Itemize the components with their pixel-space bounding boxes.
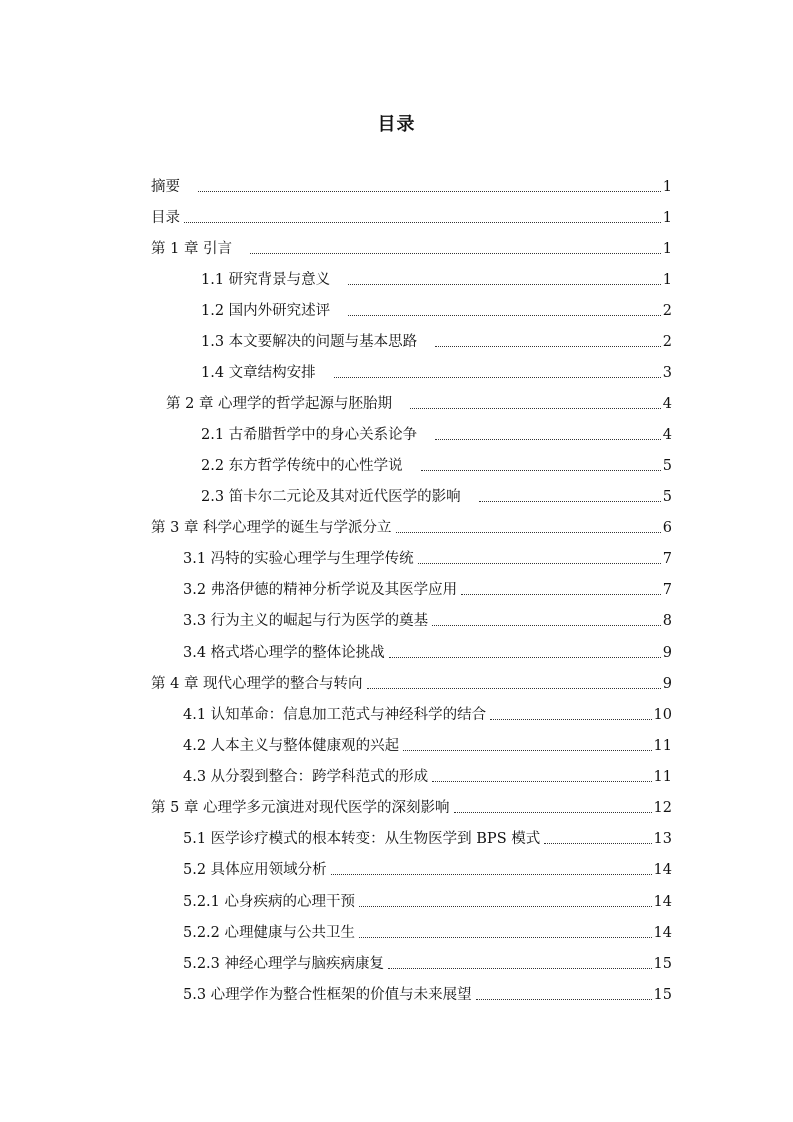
dot-leader — [432, 625, 661, 626]
toc-entry-label: 3.2 弗洛伊德的精神分析学说及其医学应用 — [183, 582, 458, 598]
toc-entry-label: 5.3 心理学作为整合性框架的价值与未来展望 — [183, 987, 472, 1003]
toc-entry[interactable] — [183, 920, 672, 942]
toc-entry-label: 第 3 章 科学心理学的诞生与学派分立 — [151, 520, 392, 536]
toc-entry-page: 1 — [662, 179, 672, 195]
toc-entry-label: 1.4 文章结构安排 — [201, 365, 316, 381]
dot-leader — [348, 315, 661, 316]
dot-leader — [389, 657, 661, 658]
toc-entry[interactable] — [183, 546, 672, 568]
toc-entry[interactable] — [183, 764, 672, 786]
toc-entry[interactable] — [183, 826, 672, 848]
dot-leader — [410, 408, 661, 409]
toc-title: 目录 — [377, 114, 416, 135]
dot-leader — [461, 594, 661, 595]
toc-entry-label: 5.2.2 心理健康与公共卫生 — [183, 925, 356, 941]
dot-leader — [418, 563, 661, 564]
toc-entry-label: 摘要 — [151, 179, 180, 195]
toc-entry-page: 1 — [662, 210, 672, 226]
toc-entry-page: 11 — [653, 738, 672, 754]
toc-entry-page: 12 — [653, 800, 672, 816]
dot-leader — [435, 346, 661, 347]
toc-entry[interactable] — [183, 951, 672, 973]
toc-entry[interactable] — [151, 795, 672, 817]
dot-leader — [359, 937, 652, 938]
toc-entry-label: 4.1 认知革命：信息加工范式与神经科学的结合 — [183, 707, 487, 723]
toc-entry[interactable] — [201, 267, 672, 289]
toc-entry-page: 14 — [653, 894, 672, 910]
dot-leader — [198, 191, 661, 192]
toc-entry[interactable] — [151, 515, 672, 537]
toc-entry[interactable] — [151, 174, 672, 196]
toc-entry-label: 2.3 笛卡尔二元论及其对近代医学的影响 — [201, 489, 461, 505]
toc-entry[interactable] — [151, 236, 672, 258]
toc-entry[interactable] — [183, 857, 672, 879]
toc-entry-page: 14 — [653, 925, 672, 941]
toc-entry-label: 1.2 国内外研究述评 — [201, 303, 331, 319]
dot-leader — [359, 906, 652, 907]
toc-entry-label: 第 1 章 引言 — [151, 241, 233, 257]
toc-entry[interactable] — [183, 702, 672, 724]
toc-entry-label: 5.2.1 心身疾病的心理干预 — [183, 894, 356, 910]
toc-entry[interactable] — [201, 329, 672, 351]
dot-leader — [544, 843, 651, 844]
toc-entry-page: 13 — [653, 831, 672, 847]
dot-leader — [432, 781, 651, 782]
toc-entry[interactable] — [201, 360, 672, 382]
dot-leader — [367, 688, 661, 689]
toc-entry-label: 1.1 研究背景与意义 — [201, 272, 331, 288]
toc-entry-page: 4 — [662, 396, 672, 412]
toc-entry[interactable] — [201, 298, 672, 320]
toc-entry[interactable] — [201, 453, 672, 475]
dot-leader — [435, 439, 661, 440]
toc-entry-label: 3.3 行为主义的崛起与行为医学的奠基 — [183, 613, 429, 629]
toc-entry-page: 1 — [662, 272, 672, 288]
toc-entry-label: 5.2 具体应用领域分析 — [183, 862, 327, 878]
toc-entry-page: 1 — [662, 241, 672, 257]
toc-entry-label: 第 2 章 心理学的哲学起源与胚胎期 — [166, 396, 393, 412]
toc-entry-label: 目录 — [151, 210, 180, 226]
toc-entry-label: 4.2 人本主义与整体健康观的兴起 — [183, 738, 400, 754]
toc-entry[interactable] — [166, 391, 672, 413]
toc-entry-label: 3.4 格式塔心理学的整体论挑战 — [183, 645, 385, 661]
toc-entry-page: 10 — [653, 707, 672, 723]
toc-entry[interactable] — [183, 733, 672, 755]
toc-entry-page: 6 — [662, 520, 672, 536]
toc-entry-page: 5 — [662, 489, 672, 505]
dot-leader — [479, 501, 661, 502]
toc-entry[interactable] — [183, 889, 672, 911]
dot-leader — [396, 532, 661, 533]
dot-leader — [490, 719, 651, 720]
dot-leader — [334, 377, 661, 378]
toc-entry-page: 11 — [653, 769, 672, 785]
toc-entry[interactable] — [151, 205, 672, 227]
toc-entry[interactable] — [183, 982, 672, 1004]
toc-entry-label: 5.2.3 神经心理学与脑疾病康复 — [183, 956, 385, 972]
dot-leader — [348, 284, 661, 285]
toc-entry[interactable] — [151, 671, 672, 693]
dot-leader — [421, 470, 661, 471]
toc-entry-page: 7 — [662, 582, 672, 598]
toc-entry-page: 15 — [653, 987, 672, 1003]
toc-entry-page: 8 — [662, 613, 672, 629]
dot-leader — [388, 968, 652, 969]
toc-entry-page: 5 — [662, 458, 672, 474]
toc-entry-label: 2.2 东方哲学传统中的心性学说 — [201, 458, 403, 474]
toc-entry-page: 9 — [662, 645, 672, 661]
toc-entry[interactable] — [201, 484, 672, 506]
toc-entry-label: 1.3 本文要解决的问题与基本思路 — [201, 334, 418, 350]
toc-entry-page: 3 — [662, 365, 672, 381]
toc-entry-label: 第 4 章 现代心理学的整合与转向 — [151, 676, 363, 692]
toc-entry-page: 14 — [653, 862, 672, 878]
toc-entry[interactable] — [183, 577, 672, 599]
toc-entry[interactable] — [183, 608, 672, 630]
dot-leader — [403, 750, 651, 751]
dot-leader — [331, 874, 652, 875]
dot-leader — [476, 999, 652, 1000]
toc-entry-page: 15 — [653, 956, 672, 972]
toc-entry-label: 5.1 医学诊疗模式的根本转变：从生物医学到 BPS 模式 — [183, 831, 541, 847]
toc-entry-page: 2 — [662, 334, 672, 350]
toc-entry-label: 4.3 从分裂到整合：跨学科范式的形成 — [183, 769, 429, 785]
toc-entry-label: 第 5 章 心理学多元演进对现代医学的深刻影响 — [151, 800, 450, 816]
toc-entry-page: 4 — [662, 427, 672, 443]
toc-entry[interactable] — [183, 640, 672, 662]
dot-leader — [250, 253, 661, 254]
toc-entry[interactable] — [201, 422, 672, 444]
toc-entry-label: 3.1 冯特的实验心理学与生理学传统 — [183, 551, 414, 567]
toc-entry-page: 7 — [662, 551, 672, 567]
dot-leader — [454, 812, 652, 813]
toc-entry-label: 2.1 古希腊哲学中的身心关系论争 — [201, 427, 418, 443]
toc-entry-page: 2 — [662, 303, 672, 319]
toc-entry-page: 9 — [662, 676, 672, 692]
dot-leader — [184, 222, 661, 223]
